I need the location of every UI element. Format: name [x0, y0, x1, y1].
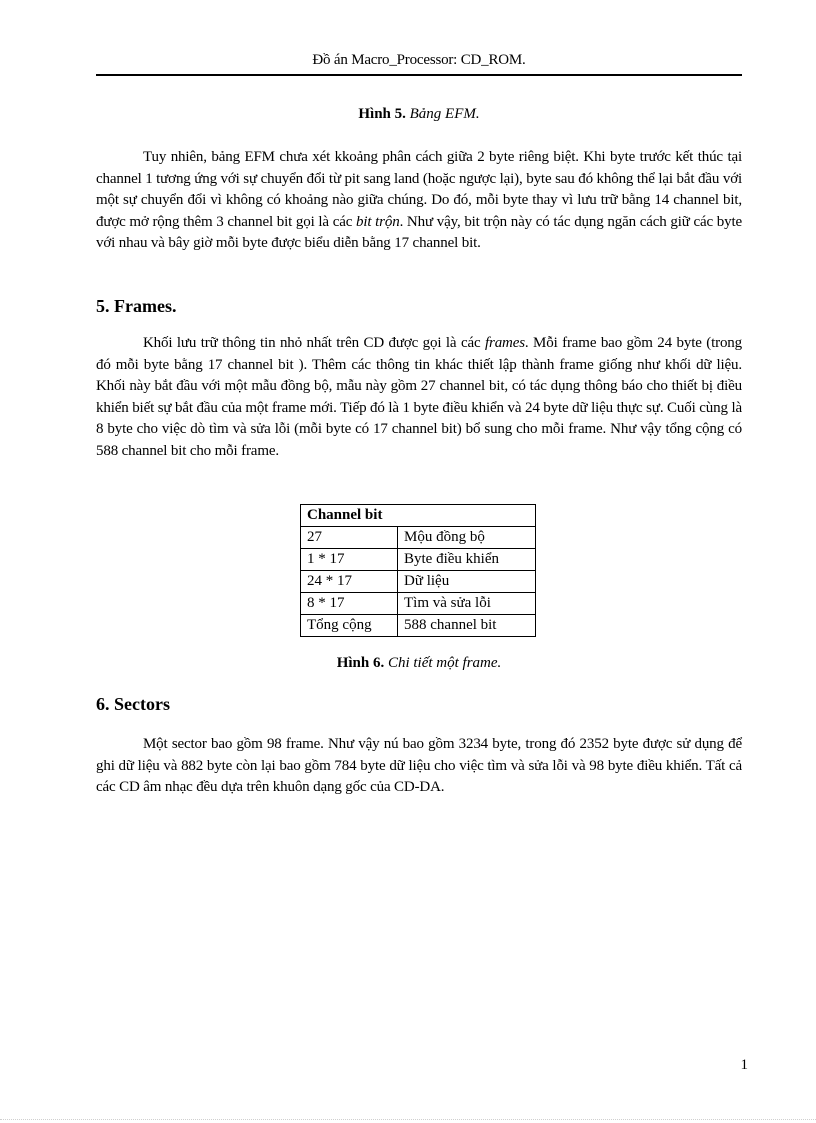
table-cell-right: Byte điều khiển	[398, 549, 536, 571]
section-5-term: frames	[484, 335, 525, 351]
table-cell-left: 24 * 17	[301, 571, 398, 593]
table-cell-right: Dữ liệu	[398, 571, 536, 593]
section-6-paragraph: Một sector bao gồm 98 frame. Như vậy nú bao gồm 3234 byte, trong đó 2352 byte được sử dụng để ghi dữ liệu và 882 byte còn lại bao gồm 784 byte dữ liệu cho việc tìm và sửa lỗi và 98 byte điều khiển. Tất cả các CD âm nhạc đều dựa trên khuôn dạng gốc của CD-DA.	[96, 736, 742, 795]
table-row	[301, 549, 536, 571]
table-cell-left: 8 * 17	[301, 593, 398, 615]
section-5-text-2: . Mỗi frame bao gồm 24 byte (trong đó mỗi byte bằng 17 channel bit ). Thêm các thông tin khác thiết lập thành frame giống như khối dữ liệu. Khối này bắt đầu với một mẫu đồng bộ, mẫu này gồm 27 channel bit, có tác dụng thông báo cho thiết bị điều khiển biết sự bắt đầu của một frame mới. Tiếp đó là 1 byte điều khiển và 24 byte dữ liệu thực sự. Cuối cùng là 8 byte cho việc dò tìm và sửa lỗi (mỗi byte có 17 channel bit) bổ sung cho mỗi frame. Như vậy tổng cộng có 588 channel bit cho mỗi frame.	[96, 335, 742, 459]
table-cell-left: Tổng cộng	[301, 615, 398, 637]
page-number: 1	[740, 1057, 748, 1073]
table-row	[301, 593, 536, 615]
frame-detail-table	[300, 504, 536, 637]
table-cell-left: 27	[301, 527, 398, 549]
figure-5-label: Hình 5.	[358, 106, 406, 122]
section-6-heading: 6. Sectors	[96, 694, 170, 714]
section-5-paragraph	[96, 333, 742, 462]
table-cell-left: 1 * 17	[301, 549, 398, 571]
figure-5-title: Bảng EFM.	[409, 106, 480, 122]
table-header-cell: Channel bit	[301, 505, 536, 527]
section-5-text-1: Khối lưu trữ thông tin nhỏ nhất trên CD được gọi là các	[143, 335, 485, 351]
intro-text-1: Tuy nhiên, bảng EFM chưa xét kkoảng phân cách giữa 2 byte riêng biệt. Khi byte trước kết thúc tại channel 1 tương ứng với sự chuyển đổi từ pit sang land (hoặc ngược lại), byte sau đó không thể lại bắt đầu với một sự chuyển đổi vì không có khoảng nào giữa chúng. Do đó, mỗi byte thay vì lưu trữ bằng 14 channel bit, được mở rộng thêm 3 channel bit gọi là các	[96, 149, 742, 230]
table-cell-right: Tìm và sửa lỗi	[398, 593, 536, 615]
table-cell-right: 588 channel bit	[398, 615, 536, 637]
page-header: Đồ án Macro_Processor: CD_ROM.	[312, 52, 526, 68]
section-5-heading: 5. Frames.	[96, 296, 177, 316]
table-header-row	[301, 505, 536, 527]
table-cell-right: Mộu đồng bộ	[398, 527, 536, 549]
figure-6-caption	[96, 655, 742, 672]
page-bottom-edge	[0, 1119, 816, 1120]
intro-term: bit trộn	[356, 213, 400, 230]
header-rule	[96, 74, 742, 76]
figure-6-title: Chi tiết một frame.	[387, 655, 502, 671]
table-row	[301, 571, 536, 593]
table-total-row	[301, 615, 536, 637]
intro-text-2: . Như vậy, bit trộn này có tác dụng ngăn cách giữ các byte với nhau và bây giờ mỗi byte được biểu diễn bằng 17 channel bit.	[96, 213, 742, 251]
table-row	[301, 527, 536, 549]
figure-6-label: Hình 6.	[336, 655, 385, 671]
figure-5-caption	[96, 106, 742, 123]
intro-paragraph	[96, 147, 742, 255]
